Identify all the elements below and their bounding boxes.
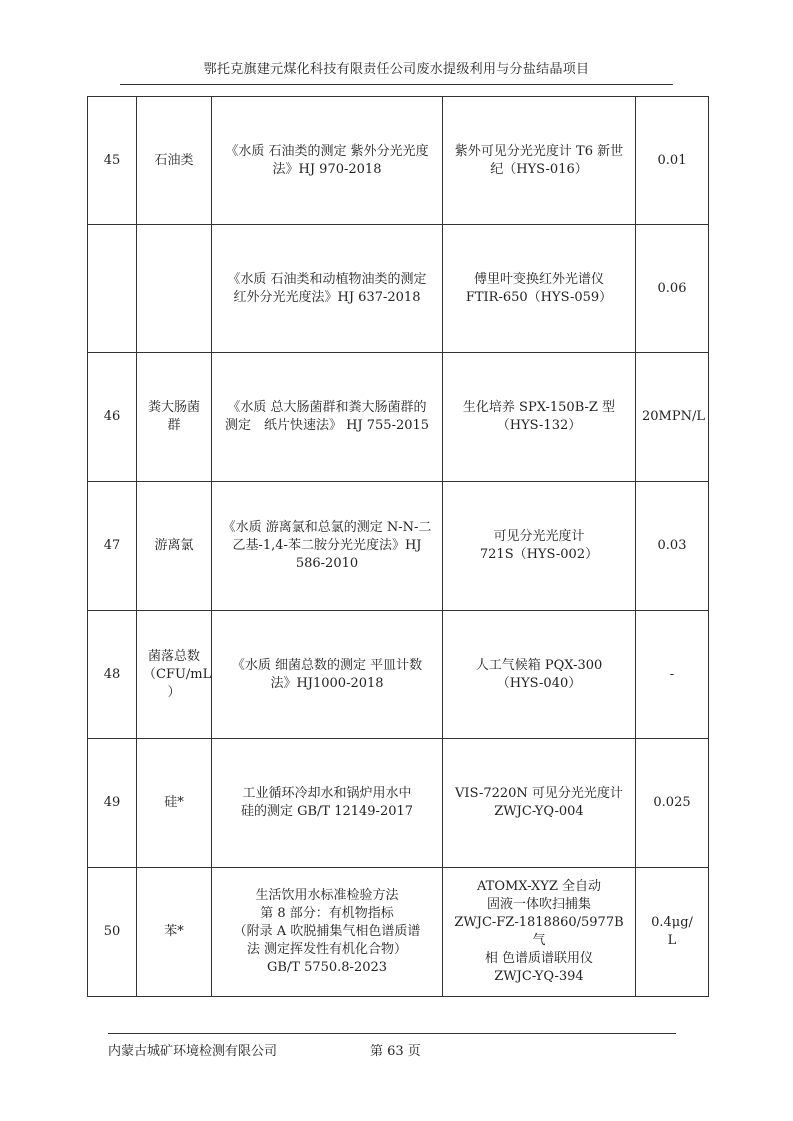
detection-limit-cell: 0.06 — [636, 225, 709, 353]
instrument-cell: VIS-7220N 可见分光光度计 ZWJC-YQ-004 — [443, 739, 636, 868]
detection-limit-cell: 0.025 — [636, 739, 709, 868]
footer-company: 内蒙古城矿环境检测有限公司 — [108, 1044, 278, 1059]
detection-limit-cell: 20MPN/L — [636, 353, 709, 482]
method-cell: 《水质 石油类的测定 紫外分光光度 法》HJ 970-2018 — [212, 97, 443, 225]
item-cell: 石油类 — [137, 97, 212, 225]
row-number: 48 — [88, 611, 137, 739]
detection-limit-cell: 0.4μg/ L — [636, 868, 709, 997]
detection-limit-cell: 0.03 — [636, 482, 709, 611]
page-number: 第 63 页 — [370, 1044, 421, 1059]
item-cell: 菌落总数 （CFU/mL ） — [137, 611, 212, 739]
row-number — [88, 225, 137, 353]
footer-divider — [108, 1033, 676, 1034]
method-table — [87, 96, 709, 997]
row-number: 50 — [88, 868, 137, 997]
table-row — [88, 739, 709, 868]
instrument-cell: 人工气候箱 PQX-300 （HYS-040） — [443, 611, 636, 739]
method-cell: 《水质 总大肠菌群和粪大肠菌群的 测定 纸片快速法》 HJ 755-2015 — [212, 353, 443, 482]
method-cell: 工业循环冷却水和锅炉用水中 硅的测定 GB/T 12149-2017 — [212, 739, 443, 868]
table-row — [88, 353, 709, 482]
row-number: 46 — [88, 353, 137, 482]
method-cell: 《水质 细菌总数的测定 平皿计数 法》HJ1000-2018 — [212, 611, 443, 739]
instrument-cell: 傅里叶变换红外光谱仪 FTIR-650（HYS-059） — [443, 225, 636, 353]
table-row — [88, 611, 709, 739]
detection-limit-cell: - — [636, 611, 709, 739]
item-cell: 游离氯 — [137, 482, 212, 611]
instrument-cell: 可见分光光度计 721S（HYS-002） — [443, 482, 636, 611]
table-row — [88, 97, 709, 225]
table-row — [88, 482, 709, 611]
row-number: 45 — [88, 97, 137, 225]
row-number: 47 — [88, 482, 137, 611]
table-row — [88, 225, 709, 353]
row-number: 49 — [88, 739, 137, 868]
method-cell: 《水质 石油类和动植物油类的测定 红外分光光度法》HJ 637-2018 — [212, 225, 443, 353]
instrument-cell: 生化培养 SPX-150B-Z 型 （HYS-132） — [443, 353, 636, 482]
item-cell: 苯* — [137, 868, 212, 997]
instrument-cell: 紫外可见分光光度计 T6 新世 纪（HYS-016） — [443, 97, 636, 225]
header-divider — [120, 84, 673, 85]
method-cell: 《水质 游离氯和总氯的测定 N-N-二 乙基-1,4-苯二胺分光光度法》HJ 586-2010 — [212, 482, 443, 611]
instrument-cell: ATOMX-XYZ 全自动 固液一体吹扫捕集 ZWJC-FZ-1818860/5977B 气 相 色谱质谱联用仪 ZWJC-YQ-394 — [443, 868, 636, 997]
method-cell: 生活饮用水标准检验方法 第 8 部分：有机物指标 （附录 A 吹脱捕集气相色谱质谱 法 测定挥发性有机化合物） GB/T 5750.8-2023 — [212, 868, 443, 997]
item-cell: 硅* — [137, 739, 212, 868]
detection-limit-cell: 0.01 — [636, 97, 709, 225]
page-header-title: 鄂托克旗建元煤化科技有限责任公司废水提级利用与分盐结晶项目 — [203, 62, 590, 77]
item-cell — [137, 225, 212, 353]
item-cell: 粪大肠菌 群 — [137, 353, 212, 482]
table-row — [88, 868, 709, 997]
